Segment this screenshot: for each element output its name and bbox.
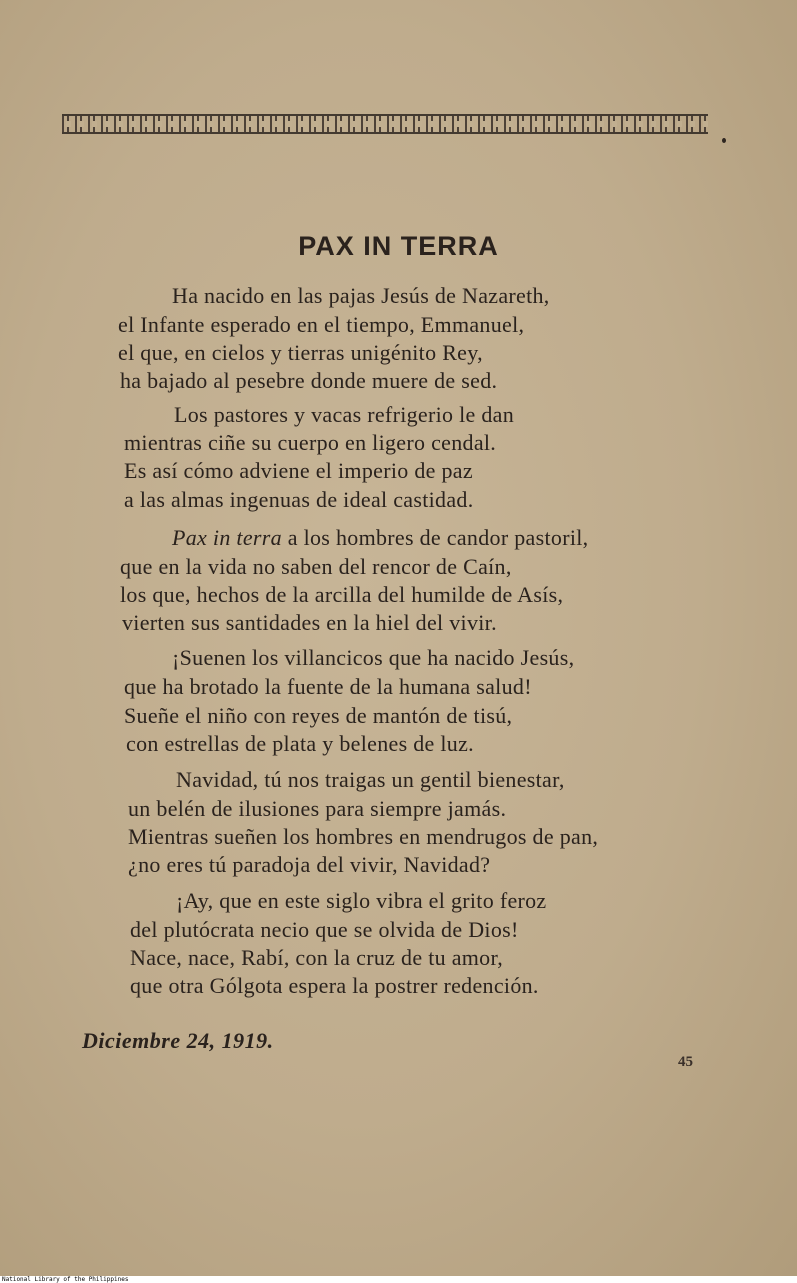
library-footer: National Library of the Philippines bbox=[0, 1276, 797, 1283]
ornamental-border bbox=[62, 114, 708, 134]
page-number: 45 bbox=[678, 1054, 693, 1070]
poem-line: Sueñe el niño con reyes de mantón de tisú, bbox=[124, 703, 513, 728]
poem-line: ¡Suenen los villancicos que ha nacido Jesús, bbox=[172, 645, 575, 670]
poem-line: ¿no eres tú paradoja del vivir, Navidad? bbox=[128, 852, 491, 877]
ink-speck bbox=[722, 138, 726, 143]
poem-line: ha bajado al pesebre donde muere de sed. bbox=[120, 368, 498, 393]
italic-phrase: Pax in terra bbox=[172, 525, 282, 550]
poem-line: del plutócrata necio que se olvida de Dios! bbox=[130, 917, 519, 942]
poem-line: los que, hechos de la arcilla del humilde de Asís, bbox=[120, 582, 564, 607]
poem-line: Ha nacido en las pajas Jesús de Nazareth, bbox=[172, 283, 550, 308]
poem-line: Mientras sueñen los hombres en mendrugos de pan, bbox=[128, 824, 599, 849]
poem-line: mientras ciñe su cuerpo en ligero cendal. bbox=[124, 430, 497, 455]
poem-line: que otra Gólgota espera la postrer redención. bbox=[130, 973, 539, 998]
poem-line: el Infante esperado en el tiempo, Emmanuel, bbox=[118, 312, 525, 337]
poem-line: Nace, nace, Rabí, con la cruz de tu amor, bbox=[130, 945, 504, 970]
poem-line: ¡Ay, que en este siglo vibra el grito feroz bbox=[176, 888, 547, 913]
poem-line: Navidad, tú nos traigas un gentil bienestar, bbox=[176, 767, 565, 792]
poem-line: a las almas ingenuas de ideal castidad. bbox=[124, 487, 474, 512]
poem-date: Diciembre 24, 1919. bbox=[82, 1028, 274, 1053]
poem-line: con estrellas de plata y belenes de luz. bbox=[126, 731, 474, 756]
poem-line: Los pastores y vacas refrigerio le dan bbox=[174, 402, 515, 427]
poem-line: Pax in terra a los hombres de candor pastoril, bbox=[172, 525, 589, 550]
poem-line: Es así cómo adviene el imperio de paz bbox=[124, 458, 473, 483]
poem-line: el que, en cielos y tierras unigénito Rey, bbox=[118, 340, 483, 365]
poem-line: un belén de ilusiones para siempre jamás. bbox=[128, 796, 507, 821]
poem-title: PAX IN TERRA bbox=[298, 231, 499, 261]
poem-line: que ha brotado la fuente de la humana salud! bbox=[124, 674, 532, 699]
poem-line: que en la vida no saben del rencor de Caín, bbox=[120, 554, 512, 579]
poem-line: vierten sus santidades en la hiel del vivir. bbox=[122, 610, 497, 635]
